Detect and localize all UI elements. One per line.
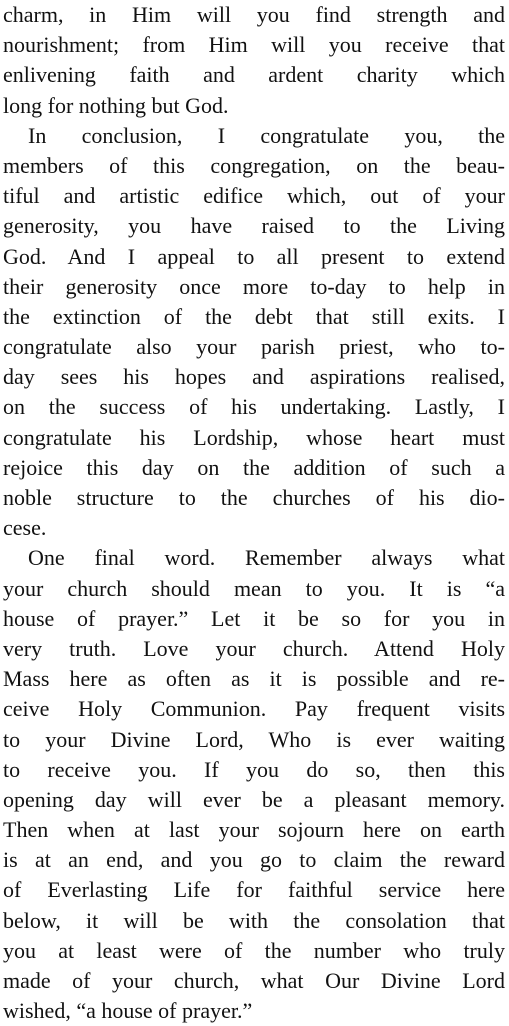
text-line: Mass here as often as it is possible and re- bbox=[3, 666, 505, 692]
text-line: house of prayer.” Let it be so for you in bbox=[3, 605, 505, 631]
text-line: One final word. Remember always what bbox=[28, 545, 505, 571]
text-line: opening day will ever be a pleasant memory. bbox=[3, 786, 505, 812]
paragraph-conclusion bbox=[3, 121, 505, 544]
text-line: is at an end, and you go to claim the reward bbox=[3, 847, 505, 873]
paragraph-closing-continuation bbox=[3, 0, 505, 121]
text-line: nourishment; from Him will you receive that bbox=[3, 32, 505, 58]
text-line: Then when at last your sojourn here on earth bbox=[3, 817, 505, 843]
text-line: your church should mean to you. It is “a bbox=[3, 575, 505, 601]
text-line: God. And I appeal to all present to extend bbox=[3, 243, 505, 269]
text-line: tiful and artistic edifice which, out of your bbox=[3, 183, 505, 209]
text-line: long for nothing but God. bbox=[3, 92, 229, 118]
text-line: congratulate his Lordship, whose heart must bbox=[3, 424, 505, 450]
text-line: to your Divine Lord, Who is ever waiting bbox=[3, 726, 505, 752]
text-line: you at least were of the number who truly bbox=[3, 937, 505, 963]
text-line: the extinction of the debt that still exits. I bbox=[3, 303, 505, 329]
text-line: below, it will be with the consolation that bbox=[3, 907, 505, 933]
text-line: congratulate also your parish priest, who to- bbox=[3, 334, 505, 360]
text-line: ceive Holy Communion. Pay frequent visits bbox=[3, 696, 505, 722]
text-line: cese. bbox=[3, 515, 47, 541]
text-line: to receive you. If you do so, then this bbox=[3, 756, 505, 782]
text-line: on the success of his undertaking. Lastly, I bbox=[3, 394, 505, 420]
paragraph-final-word bbox=[3, 543, 505, 1026]
text-line: of Everlasting Life for faithful service here bbox=[3, 877, 505, 903]
text-line: In conclusion, I congratulate you, the bbox=[28, 122, 505, 148]
text-line: day sees his hopes and aspirations realised, bbox=[3, 364, 505, 390]
text-line: enlivening faith and ardent charity which bbox=[3, 62, 505, 88]
text-line: members of this congregation, on the beau- bbox=[3, 152, 505, 178]
text-line: wished, “a house of prayer.” bbox=[3, 998, 253, 1024]
text-line: their generosity once more to-day to help in bbox=[3, 273, 505, 299]
text-line: rejoice this day on the addition of such a bbox=[3, 454, 505, 480]
text-line: generosity, you have raised to the Living bbox=[3, 213, 505, 239]
text-line: noble structure to the churches of his dio- bbox=[3, 485, 505, 510]
text-line: made of your church, what Our Divine Lord bbox=[3, 968, 505, 993]
text-line: very truth. Love your church. Attend Holy bbox=[3, 635, 505, 661]
text-line: charm, in Him will you find strength and bbox=[3, 2, 505, 27]
